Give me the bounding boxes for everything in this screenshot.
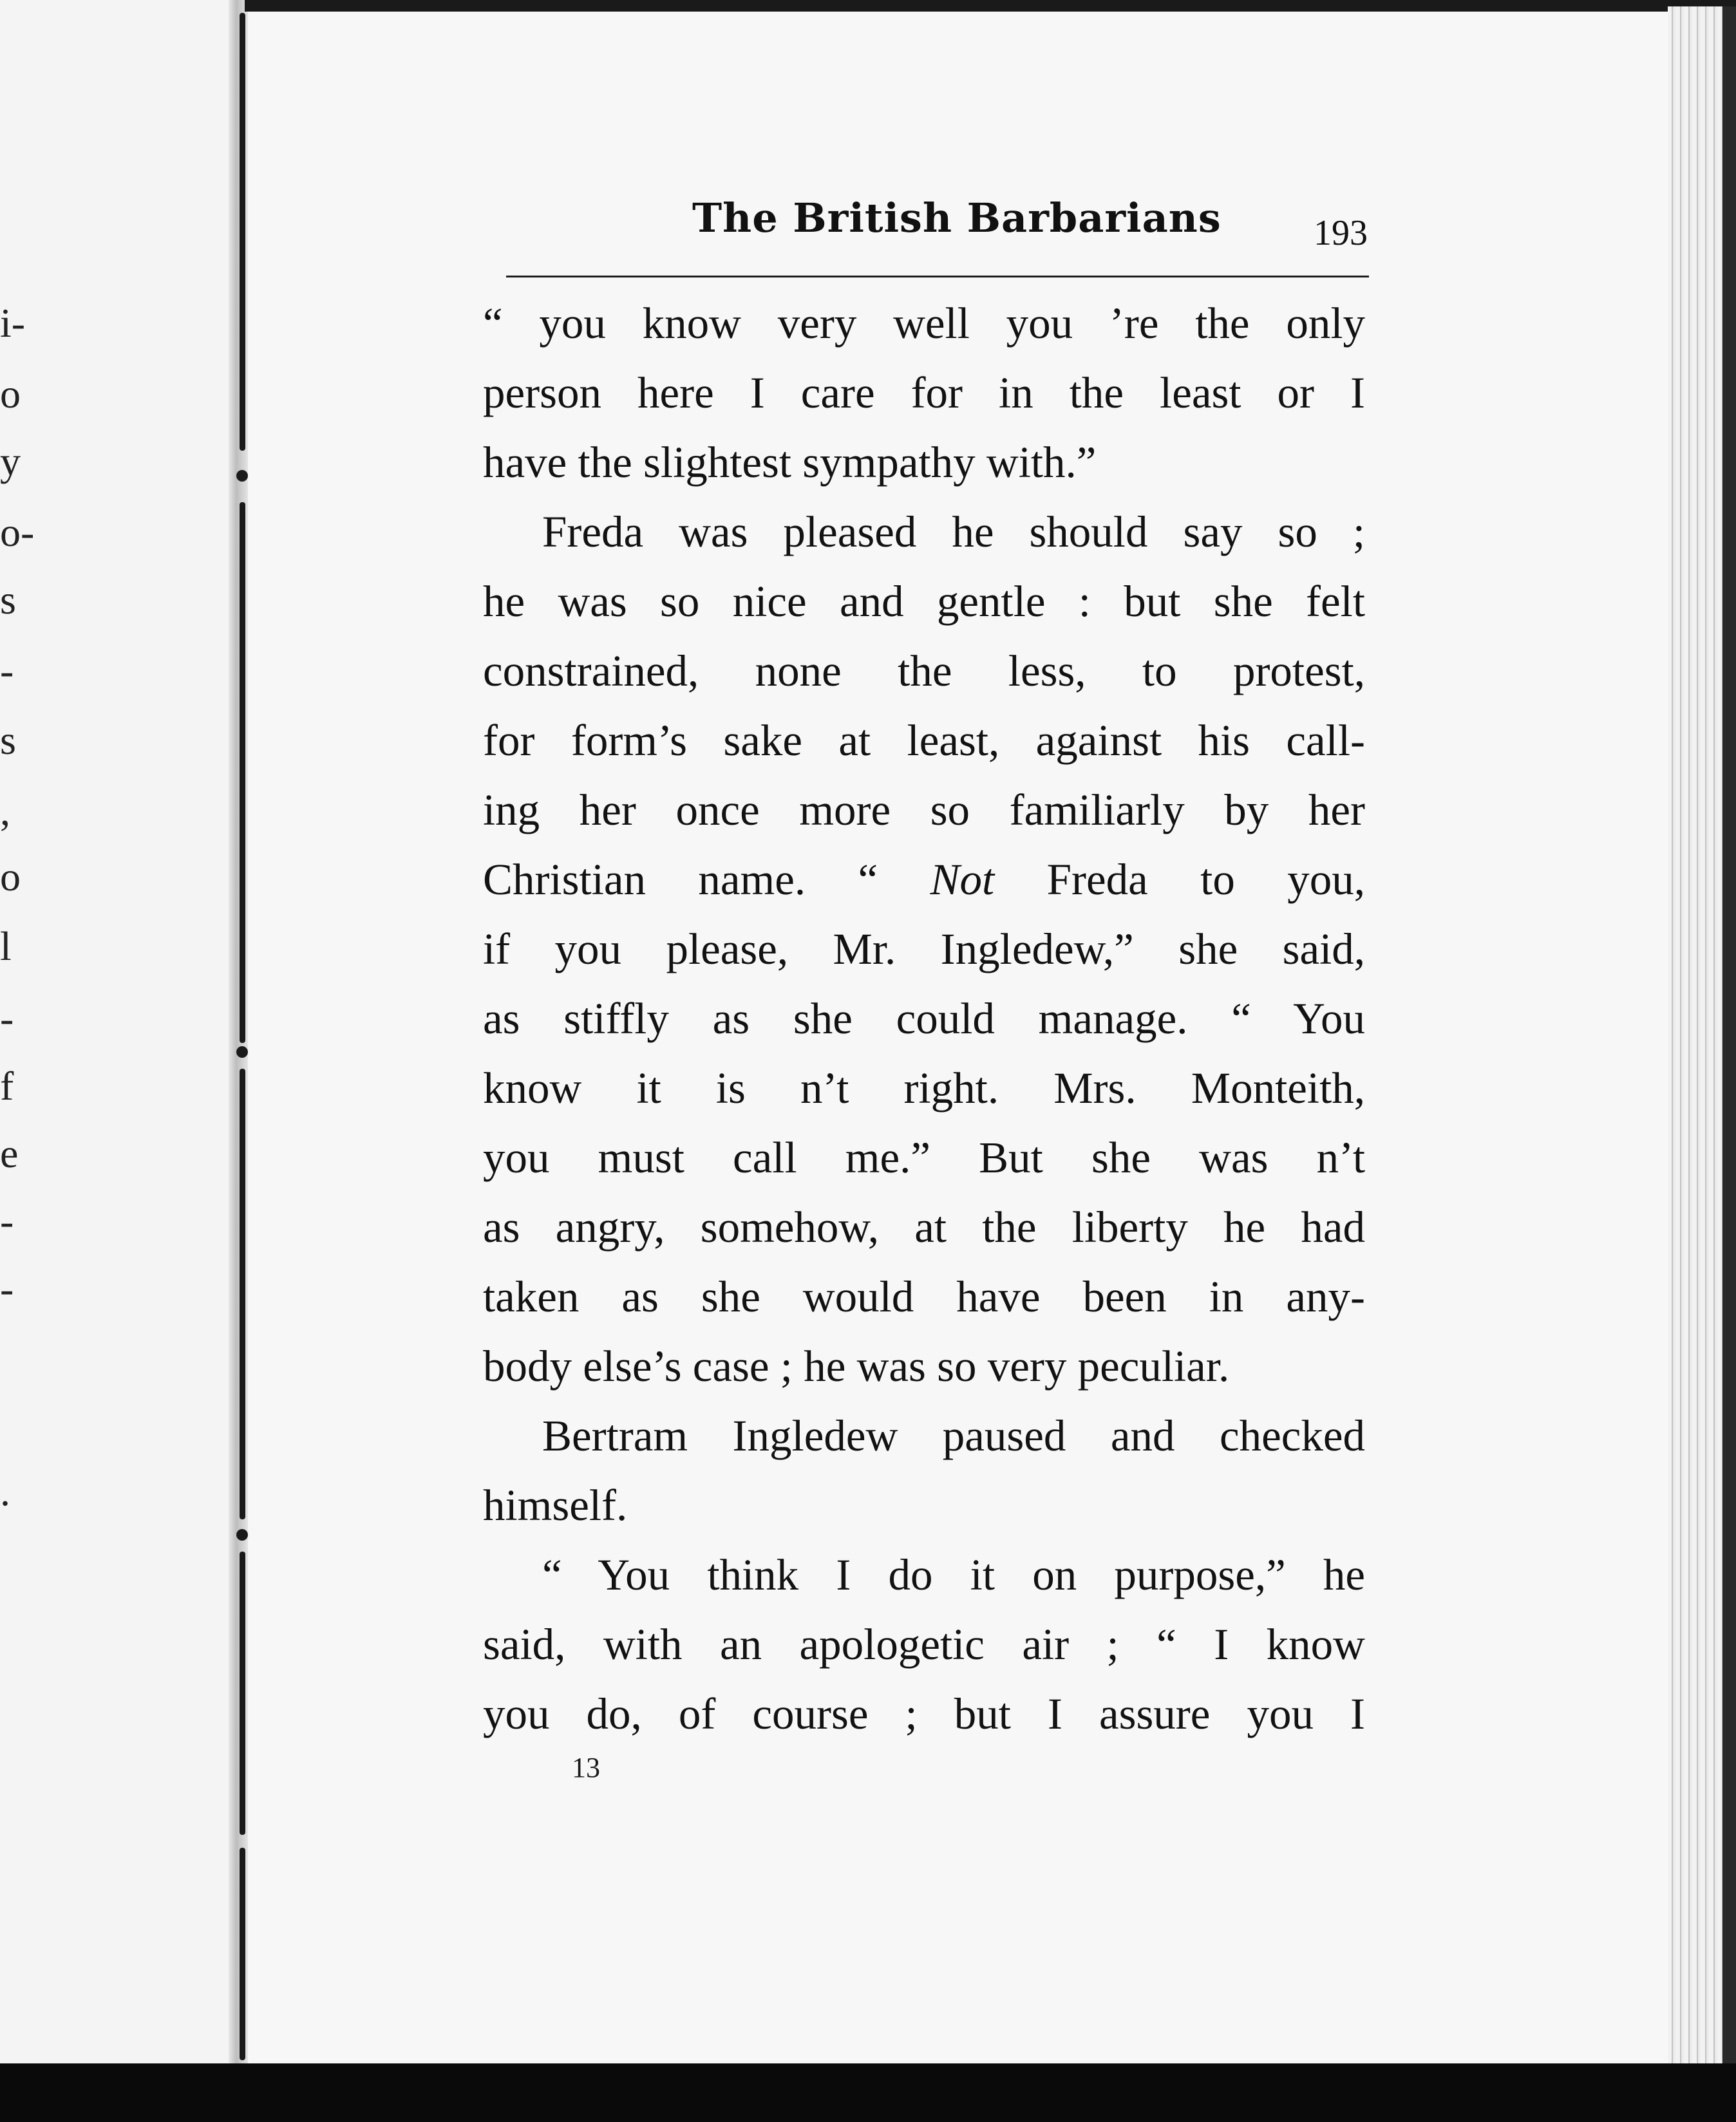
text-line: as stiffly as she could manage. “ You — [483, 994, 1365, 1043]
text-line: constrained, none the less, to protest, — [483, 646, 1365, 695]
page-block-shadow — [1722, 6, 1736, 2067]
facing-page-fragment: - — [0, 1266, 14, 1311]
facing-page-fragment: o — [0, 854, 21, 899]
text-line: himself. — [483, 1481, 628, 1530]
text-line: body else’s case ; he was so very peculiar. — [483, 1342, 1230, 1391]
facing-page-fragment: e — [0, 1131, 19, 1176]
text-line: “ You think I do it on purpose,” he — [542, 1550, 1365, 1599]
text-line: Bertram Ingledew paused and checked — [542, 1411, 1365, 1460]
header-rule — [506, 276, 1369, 277]
text-line: “ you know very well you ’re the only — [483, 299, 1365, 348]
text-line — [483, 847, 1365, 912]
text-line: as angry, somehow, at the liberty he had — [483, 1203, 1365, 1252]
facing-page-fragment: s — [0, 577, 16, 623]
text-line: person here I care for in the least or I — [483, 368, 1365, 417]
text-line: know it is n’t right. Mrs. Monteith, — [483, 1064, 1365, 1113]
facing-page-fragment: - — [0, 1198, 14, 1244]
text-line: you must call me.” But she was n’t — [483, 1133, 1365, 1182]
facing-page-fragment: - — [0, 648, 14, 693]
page-number: 193 — [1314, 213, 1368, 253]
text-run: Freda to you, — [994, 855, 1365, 904]
text-line: you do, of course ; but I assure you I — [483, 1689, 1365, 1738]
scan-bottom-border — [0, 2063, 1736, 2122]
text-line: for form’s sake at least, against his call- — [483, 716, 1365, 765]
binding-thread — [240, 0, 246, 2067]
text-line: Freda was pleased he should say so ; — [542, 507, 1365, 556]
facing-page-fragment: . — [0, 1469, 10, 1514]
text-line: taken as she would have been in any- — [483, 1272, 1365, 1321]
scan-top-border — [245, 0, 1736, 12]
facing-page-fragment: i- — [0, 300, 26, 346]
text-line: have the slightest sympathy with.” — [483, 438, 1097, 487]
facing-page-edge — [0, 0, 245, 2067]
running-head: The British Barbarians — [692, 194, 1222, 241]
text-line: if you please, Mr. Ingledew,” she said, — [483, 925, 1365, 973]
facing-page-fragment: y — [0, 438, 21, 484]
facing-page-fragment: o- — [0, 509, 35, 555]
signature-mark: 13 — [572, 1752, 600, 1783]
facing-page-fragment: l — [0, 923, 12, 969]
text-line: he was so nice and gentle : but she felt — [483, 577, 1365, 626]
text-line: said, with an apologetic air ; “ I know — [483, 1620, 1365, 1669]
facing-page-fragment: - — [0, 995, 14, 1041]
facing-page-fragment: s — [0, 717, 16, 763]
text-run: Christian name. “ — [483, 855, 930, 904]
facing-page-fragment: , — [0, 788, 10, 834]
facing-page-fragment: o — [0, 371, 21, 417]
text-line: ing her once more so familiarly by her — [483, 785, 1365, 834]
facing-page-fragment: f — [0, 1063, 14, 1109]
italic-word: Not — [930, 855, 995, 904]
